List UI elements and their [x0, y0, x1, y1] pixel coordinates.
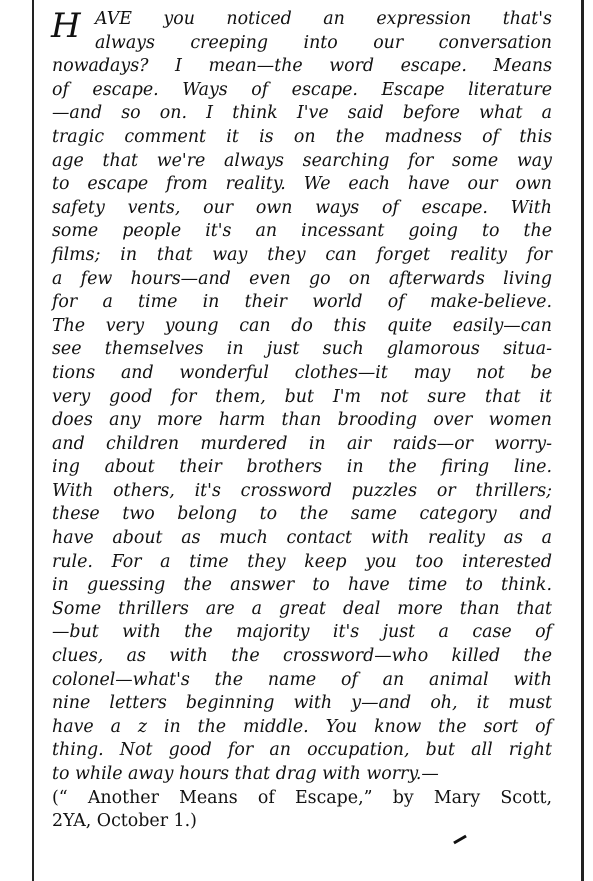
article-line: AVE you noticed an expression that's	[95, 9, 552, 29]
column-rule-left	[32, 0, 34, 881]
article-line: have a z in the middle. You know the sort of	[52, 716, 552, 737]
column-rule-right	[581, 0, 584, 881]
article-line: always creeping into our conversation	[95, 32, 552, 53]
drop-cap: H	[51, 6, 81, 46]
article-line: ing about their brothers in the firing line.	[52, 457, 552, 478]
article-line: have about as much contact with reality as a	[52, 528, 552, 549]
article-line: nine letters beginning with y—and oh, it must	[52, 693, 552, 714]
article-line: thing. Not good for an occupation, but all right	[52, 740, 552, 761]
article-line: tions and wonderful clothes—it may not be	[52, 362, 552, 383]
article-line: to while away hours that drag with worry.—	[52, 764, 439, 784]
article-line: nowadays? I mean—the word escape. Means	[52, 56, 552, 77]
article-line: does any more harm than brooding over women	[52, 410, 552, 431]
article-line: to escape from reality. We each have our own	[52, 174, 552, 195]
article-line: of escape. Ways of escape. Escape literature	[52, 79, 552, 100]
article-line: colonel—what's the name of an animal with	[52, 669, 552, 690]
article-line: The very young can do this quite easily—can	[52, 315, 552, 336]
article-line: safety vents, our own ways of escape. With	[52, 197, 552, 218]
article-line: a few hours—and even go on afterwards living	[52, 268, 552, 289]
article-line: these two belong to the same category and	[52, 504, 552, 525]
source-credit: 2YA, October 1.)	[52, 811, 197, 832]
source-credit: (“ Another Means of Escape,” by Mary Scott,	[52, 787, 552, 808]
article-line: some people it's an incessant going to the	[52, 221, 552, 242]
article-line: —and so on. I think I've said before what a	[52, 103, 552, 124]
article-line: in guessing the answer to have time to think.	[52, 575, 552, 596]
article-line: for a time in their world of make-believe.	[52, 292, 552, 313]
article-line: clues, as with the crossword—who killed the	[52, 646, 552, 667]
article-line: rule. For a time they keep you too interested	[52, 551, 552, 572]
article-line: and children murdered in air raids—or worry-	[52, 433, 552, 454]
ink-mark	[453, 835, 467, 845]
article-line: —but with the majority it's just a case of	[52, 622, 552, 643]
article-line: Some thrillers are a great deal more than that	[52, 598, 552, 619]
article-line: tragic comment it is on the madness of this	[52, 126, 552, 147]
article-line: films; in that way they can forget reality for	[52, 244, 552, 265]
article-line: see themselves in just such glamorous situa-	[52, 339, 552, 360]
article-line: With others, it's crossword puzzles or thrillers;	[52, 480, 552, 501]
article-column	[52, 8, 552, 834]
article-line: age that we're always searching for some way	[52, 150, 552, 171]
article-line: very good for them, but I'm not sure that it	[52, 386, 552, 407]
